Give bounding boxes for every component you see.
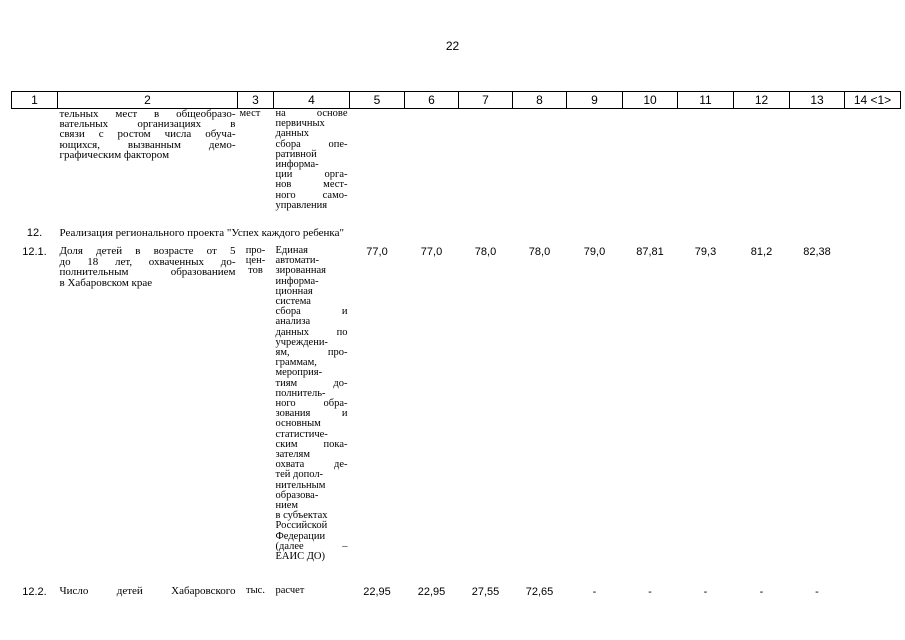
col-header-13: 13 [790,92,845,109]
text-line: Федерации [275,530,326,542]
cell-value: 22,95 [363,586,391,598]
cell-value: 78,0 [528,246,551,258]
cell-value: 77,0 [420,246,443,258]
col-header-6: 6 [405,92,459,109]
cell-empty [734,109,790,226]
cell-value: 81,2 [750,246,773,258]
text-line: вательных организациях в [59,118,236,131]
text-line: статистиче- [275,428,328,440]
cell-empty [567,109,623,226]
cell-number: 12.1. [22,246,47,258]
col-header-5: 5 [350,92,405,109]
cell-method [274,245,350,585]
cell-unit [238,109,274,226]
text-line: автомати- [275,255,320,267]
text-line: система [275,296,311,308]
table-row-12-1 [12,245,901,585]
text-line: первичных [275,118,325,130]
text-line: информа- [275,275,319,287]
text-line: нительным [275,479,326,491]
cell-value: - [759,586,764,598]
text-line: на основе [275,108,348,119]
text-line: полнительным образованием [59,266,236,278]
cell-value: 22,95 [417,586,446,598]
cell-value [845,585,901,606]
text-line: графическим фактором [59,148,170,161]
table-row-continuation [12,109,901,226]
cell-value: - [648,586,652,598]
cell-value: - [703,586,708,598]
text-line: связи с ростом числа обуча- [59,128,236,141]
text-line: нов мест- [275,179,348,191]
col-header-9: 9 [567,92,623,109]
col-header-4: 4 [274,92,350,109]
text-line: данных [275,128,310,140]
header-row [12,92,901,109]
col-header-3: 3 [238,92,274,109]
cell-value [845,245,901,585]
text-line: мероприя- [275,367,323,379]
text-line: цен- [245,255,266,267]
cell-number [12,109,58,226]
text-line: основным [275,418,321,430]
col-header-12: 12 [734,92,790,109]
table-row-section-12 [12,225,901,245]
cell-value: 87,81 [636,246,664,258]
col-header-8: 8 [513,92,567,109]
col-header-14: 14 <1> [845,92,901,109]
cell-method [274,585,350,606]
text-line: нием [275,500,299,512]
text-line: ющихся, вызванным демо- [59,138,236,151]
page-number: 22 [445,39,460,53]
text-line: ционная [275,285,313,297]
cell-value: 78,0 [474,246,497,258]
text-line: тыс. [246,585,265,596]
text-line: тов [248,265,263,277]
text-line: Число детей Хабаровского [59,585,236,597]
text-line: тей допол- [275,469,324,481]
text-line: в Хабаровском крае [59,276,153,289]
text-line: про- [245,245,266,256]
text-line: Российской [275,520,328,532]
text-line: информа- [275,159,319,171]
text-line: ного обра- [275,398,348,410]
table-row-12-2 [12,585,901,606]
cell-empty [405,109,459,226]
cell-empty [459,109,513,226]
cell-empty [678,109,734,226]
text-line: расчет [275,585,305,596]
text-line: ративной [275,148,317,160]
text-line: анализа [275,316,311,328]
col-header-2: 2 [58,92,238,109]
cell-value: - [815,586,819,598]
text-line: ЕАИС ДО) [275,551,325,563]
col-header-7: 7 [459,92,513,109]
cell-value: 82,38 [803,246,831,258]
cell-value: 27,55 [471,586,500,598]
text-line: зированная [275,265,326,277]
cell-unit [238,245,274,585]
cell-number: 12. [26,227,43,239]
text-line: тиям до- [275,377,348,389]
cell-empty [623,109,678,226]
cell-value: 79,3 [694,246,717,258]
text-line: ским пока- [275,438,348,450]
col-header-10: 10 [623,92,678,109]
text-line: Доля детей в возрасте от 5 [59,245,236,257]
cell-unit [238,585,274,606]
cell-empty [845,109,901,226]
indicators-table [11,91,901,606]
text-line: учреждени- [275,336,328,348]
text-line: до 18 лет, охваченных до- [59,255,236,268]
text-line: зования и [275,408,348,420]
cell-empty [790,109,845,226]
cell-number: 12.2. [22,586,47,598]
text-line: (далее – [275,540,348,552]
col-header-11: 11 [678,92,734,109]
text-line: управления [275,199,328,211]
section-title: Реализация регионального проекта "Успех каждого ребенка" [59,227,344,239]
text-line: Единая [275,245,308,256]
text-line: сбора и [275,306,348,318]
text-line: образова- [275,489,319,501]
col-header-1: 1 [12,92,58,109]
text-line: зателям [275,449,310,461]
text-line: данных по [275,326,348,338]
text-line: полнитель- [275,387,326,399]
cell-indicator [58,585,238,606]
text-line: мест [239,108,261,119]
cell-value: 77,0 [366,246,388,258]
text-line: в субъектах [275,510,328,522]
text-line: граммам, [275,357,317,369]
text-line: ции орга- [275,169,348,181]
cell-empty [350,109,405,226]
cell-indicator [58,245,238,585]
cell-empty [513,109,567,226]
text-line: ям, про- [275,347,348,359]
text-line: охвата де- [275,459,348,471]
text-line: тельных мест в общеобразо- [59,108,236,120]
cell-value: 79,0 [583,246,606,258]
text-line: ного само- [275,189,348,201]
cell-indicator [58,109,238,226]
cell-value: - [592,586,597,598]
cell-value: 72,65 [525,586,554,598]
cell-method [274,109,350,226]
text-line: сбора опе- [275,138,348,150]
